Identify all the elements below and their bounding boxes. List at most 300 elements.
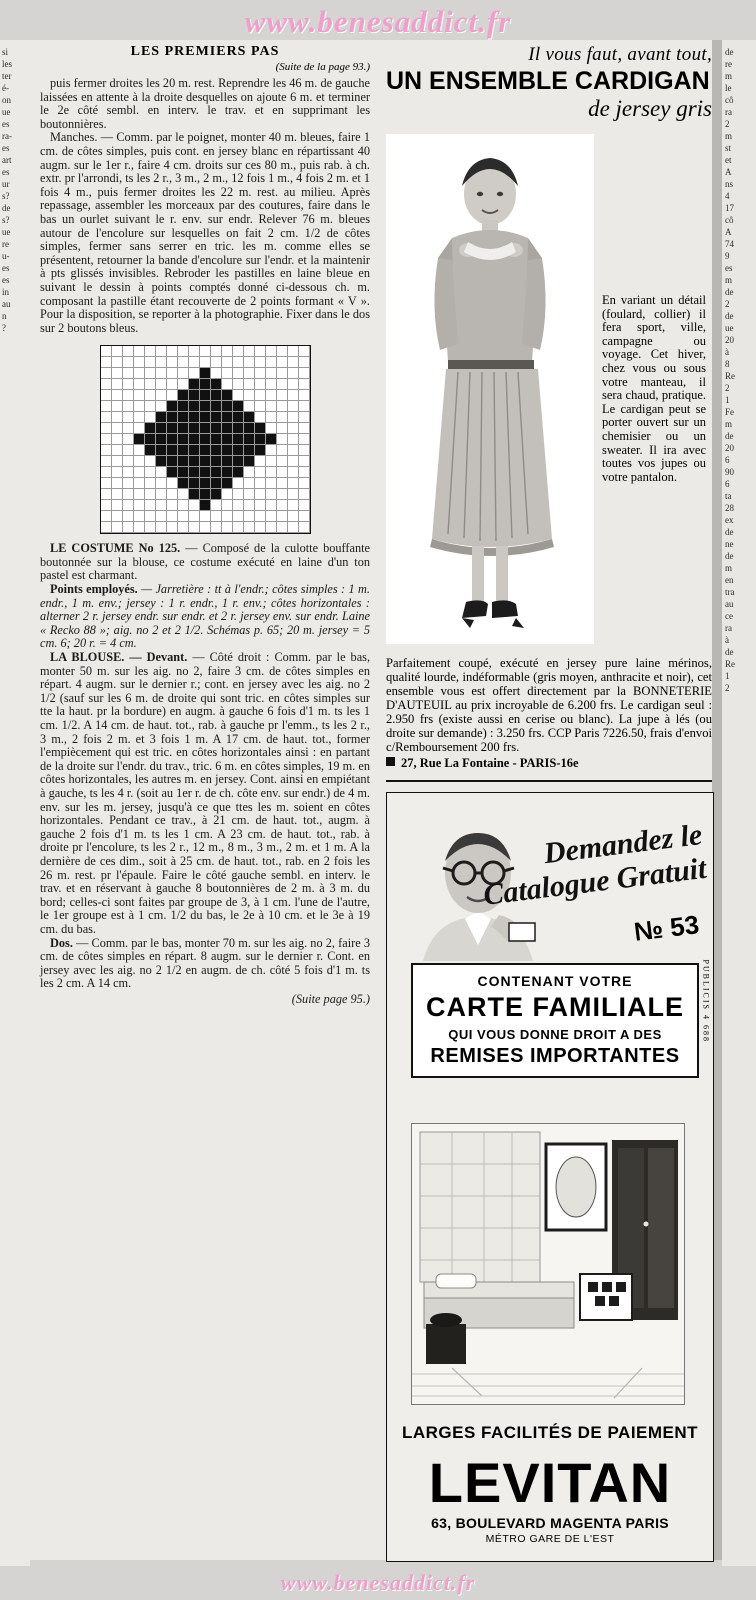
chart-cell xyxy=(134,478,145,489)
chart-cell xyxy=(277,467,288,478)
chart-cell xyxy=(123,522,134,533)
sliver-text-fragment: ex xyxy=(725,515,734,525)
chart-cell xyxy=(167,368,178,379)
sliver-text-fragment: si xyxy=(2,47,9,57)
sliver-text-fragment: é- xyxy=(2,83,9,93)
chart-cell xyxy=(112,445,123,456)
chart-cell xyxy=(189,467,200,478)
chart-cell xyxy=(266,445,277,456)
chart-cell xyxy=(244,489,255,500)
chart-cell xyxy=(211,478,222,489)
ad-levitan-facilities: LARGES FACILITÉS DE PAIEMENT xyxy=(401,1423,699,1442)
article-column xyxy=(40,44,370,1006)
chart-cell xyxy=(255,434,266,445)
chart-cell xyxy=(200,368,211,379)
chart-cell xyxy=(167,500,178,511)
sliver-text-fragment: 9 xyxy=(725,251,730,261)
chart-cell xyxy=(299,379,310,390)
chart-cell xyxy=(222,522,233,533)
chart-cell xyxy=(211,456,222,467)
sliver-text-fragment: re xyxy=(725,59,732,69)
chart-cell xyxy=(134,412,145,423)
chart-cell xyxy=(288,522,299,533)
chart-cell xyxy=(255,478,266,489)
chart-cell xyxy=(178,500,189,511)
sliver-text-fragment: m xyxy=(725,563,733,573)
panel-line-4: REMISES IMPORTANTES xyxy=(430,1045,680,1067)
chart-cell xyxy=(134,456,145,467)
chart-cell xyxy=(134,390,145,401)
chart-cell xyxy=(156,489,167,500)
chart-cell xyxy=(211,511,222,522)
chart-cell xyxy=(178,456,189,467)
chart-cell xyxy=(244,445,255,456)
sliver-text-fragment: en xyxy=(725,575,734,585)
chart-cell xyxy=(288,368,299,379)
points-text: — Jarretière : tt à l'endr.; côtes simples : 1 m. endr., 1 m. env.; jersey : 1 r. endr., 1 r. env.; côtes horizontales : alterner 2 r. jersey endr. sur endr. et 2 r. jersey env. sur endr. Laine « Recko 88 »; aig. no 2 et 2 1/2. Schémas p. 65; 20 m. jersey = 5 cm. 6; 20 r. = 4 cm. xyxy=(40,582,370,651)
sliver-text-fragment: ta xyxy=(725,491,732,501)
sliver-text-fragment: ? xyxy=(2,323,6,333)
sliver-text-fragment: ue xyxy=(725,323,734,333)
sliver-text-fragment: es xyxy=(2,119,10,129)
chart-cell xyxy=(101,390,112,401)
chart-cell xyxy=(200,522,211,533)
chart-cell xyxy=(134,511,145,522)
sliver-text-fragment: 17 xyxy=(725,203,734,213)
chart-cell xyxy=(167,445,178,456)
chart-cell xyxy=(266,390,277,401)
chart-cell xyxy=(233,357,244,368)
chart-cell xyxy=(288,390,299,401)
chart-cell xyxy=(200,511,211,522)
chart-cell xyxy=(145,346,156,357)
chart-cell xyxy=(244,346,255,357)
chart-cell xyxy=(189,379,200,390)
chart-cell xyxy=(288,445,299,456)
sliver-text-fragment: 6 xyxy=(725,455,730,465)
chart-cell xyxy=(101,467,112,478)
chart-cell xyxy=(134,500,145,511)
ad-cardigan-line3: de jersey gris xyxy=(588,96,712,121)
chart-cell xyxy=(112,423,123,434)
chart-cell xyxy=(156,412,167,423)
chart-cell xyxy=(200,467,211,478)
chart-cell xyxy=(167,489,178,500)
chart-cell xyxy=(156,511,167,522)
chart-cell xyxy=(288,456,299,467)
chart-cell xyxy=(200,412,211,423)
chart-cell xyxy=(101,522,112,533)
sliver-text-fragment: ce xyxy=(725,611,733,621)
chart-cell xyxy=(233,522,244,533)
chart-cell xyxy=(277,445,288,456)
sliver-text-fragment: 2 xyxy=(725,299,730,309)
chart-cell xyxy=(299,434,310,445)
ads-column xyxy=(386,44,712,1545)
chart-cell xyxy=(222,412,233,423)
chart-cell xyxy=(101,456,112,467)
chart-cell xyxy=(112,522,123,533)
chart-cell xyxy=(222,434,233,445)
sliver-text-fragment: de xyxy=(725,47,734,57)
chart-cell xyxy=(255,423,266,434)
left-sliver-column xyxy=(0,40,30,1566)
chart-cell xyxy=(222,445,233,456)
chart-cell xyxy=(123,511,134,522)
chart-cell xyxy=(101,489,112,500)
chart-cell xyxy=(189,500,200,511)
chart-cell xyxy=(145,478,156,489)
chart-cell xyxy=(244,467,255,478)
chart-cell xyxy=(277,401,288,412)
chart-cell xyxy=(167,434,178,445)
chart-cell xyxy=(211,390,222,401)
chart-cell xyxy=(101,368,112,379)
chart-cell xyxy=(156,368,167,379)
chart-cell xyxy=(101,478,112,489)
chart-cell xyxy=(233,434,244,445)
sliver-text-fragment: au xyxy=(2,299,11,309)
sliver-text-fragment: cô xyxy=(725,95,734,105)
chart-cell xyxy=(145,379,156,390)
chart-cell xyxy=(189,346,200,357)
ad-cardigan[interactable] xyxy=(386,44,712,782)
chart-cell xyxy=(123,379,134,390)
chart-cell xyxy=(200,478,211,489)
chart-cell xyxy=(299,467,310,478)
chart-cell xyxy=(178,511,189,522)
chart-cell xyxy=(211,412,222,423)
chart-cell xyxy=(167,522,178,533)
chart-cell xyxy=(167,423,178,434)
stitch-chart xyxy=(40,345,370,534)
chart-cell xyxy=(200,346,211,357)
chart-cell xyxy=(277,511,288,522)
chart-cell xyxy=(134,379,145,390)
chart-cell xyxy=(123,467,134,478)
sliver-text-fragment: de xyxy=(725,527,734,537)
chart-cell xyxy=(101,445,112,456)
chart-cell xyxy=(244,412,255,423)
chart-cell xyxy=(222,346,233,357)
chart-cell xyxy=(255,368,266,379)
right-sliver-column xyxy=(722,40,756,1566)
chart-cell xyxy=(156,357,167,368)
chart-cell xyxy=(288,412,299,423)
chart-cell xyxy=(255,467,266,478)
sliver-text-fragment: Fe xyxy=(725,407,734,417)
chart-cell xyxy=(233,401,244,412)
article-continuation-end: (Suite page 95.) xyxy=(291,991,370,1006)
sliver-text-fragment: Re xyxy=(725,659,735,669)
chart-cell xyxy=(156,379,167,390)
sliver-text-fragment: ter xyxy=(2,71,12,81)
sliver-text-fragment: les xyxy=(2,59,12,69)
chart-cell xyxy=(189,390,200,401)
chart-cell xyxy=(112,500,123,511)
sliver-text-fragment: 2 xyxy=(725,119,730,129)
ad-cardigan-copy: En variant un détail (foulard, collier) il fera sport, ville, campagne ou voyage. Cet hiver, chez vous ou sous votre manteau, il sera chaud, pratique. Le cardigan peut se porter ouvert sur un chemisier ou un sweater. Il ira avec toutes vos jupes ou votre pantalon. xyxy=(602,293,706,484)
chart-cell xyxy=(277,368,288,379)
chart-cell xyxy=(299,412,310,423)
chart-cell xyxy=(134,401,145,412)
sliver-text-fragment: cô xyxy=(725,215,734,225)
chart-cell xyxy=(299,368,310,379)
chart-cell xyxy=(233,423,244,434)
chart-cell xyxy=(134,467,145,478)
chart-cell xyxy=(277,379,288,390)
chart-cell xyxy=(299,478,310,489)
chart-cell xyxy=(211,434,222,445)
chart-cell xyxy=(145,390,156,401)
paragraph: Manches. — Comm. par le poignet, monter 40 m. bleues, faire 1 cm. de côtes simples, puis cont. en jersey blanc en répartissant 40 augm. sur le 1er r., faire 4 cm. droits sur ces 80 m., puis rab. à ch. extr. pr l'arrondi, ts les 2 r., 3 m., 2 m., 12 fois 1 m., 4 fois 2 m. et 1 fois 4 m., puis fermer droites les 22 m. rest. au milieu. Après repassage, assembler les morceaux par des coutures, faire dans le bas un ourlet suivant le r. env. sur endr. Relever 76 m. bleues autour de l'encolure sur lesquelles on fait 2 cm. 1/2 de côtes simples, fermer sans serrer en tric. les m. comme elles se présentent, retourner la bande d'encolure sur l'endr. et la maintenir à pts glissés invisibles. Rebroder les pastilles en laine bleue en suivant le dessin à points comptés donné ci-dessous ch. m. composant la pastille étant recouverte de 2 points formant « V ». Pour la disposition, se reporter à la photographie. Fixer dans le dos sur 2 boutons bleus. xyxy=(40,130,370,335)
article-body xyxy=(40,77,370,335)
chart-cell xyxy=(299,346,310,357)
chart-cell xyxy=(156,500,167,511)
chart-cell xyxy=(277,423,288,434)
sliver-text-fragment: Re xyxy=(725,371,735,381)
sliver-text-fragment: 90 xyxy=(725,467,734,477)
chart-cell xyxy=(200,434,211,445)
chart-cell xyxy=(299,456,310,467)
chart-cell xyxy=(255,346,266,357)
chart-cell xyxy=(277,434,288,445)
sliver-text-fragment: de xyxy=(725,431,734,441)
sliver-text-fragment: 2 xyxy=(725,383,730,393)
panel-line-2: CARTE FAMILIALE xyxy=(426,992,684,1022)
chart-cell xyxy=(200,500,211,511)
chart-cell xyxy=(200,445,211,456)
sliver-text-fragment: es xyxy=(2,263,10,273)
chart-cell xyxy=(167,390,178,401)
sliver-text-fragment: m xyxy=(725,131,733,141)
chart-cell xyxy=(134,357,145,368)
chart-cell xyxy=(123,489,134,500)
chart-cell xyxy=(189,357,200,368)
chart-cell xyxy=(233,456,244,467)
sliver-text-fragment: au xyxy=(725,599,734,609)
chart-cell xyxy=(167,478,178,489)
ad-levitan-script: Demandez le Catalogue Gratuit xyxy=(481,818,709,912)
chart-cell xyxy=(123,500,134,511)
sliver-text-fragment: m xyxy=(725,419,733,429)
chart-cell xyxy=(123,478,134,489)
chart-cell xyxy=(244,368,255,379)
chart-cell xyxy=(145,445,156,456)
chart-cell xyxy=(255,445,266,456)
chart-cell xyxy=(266,412,277,423)
sliver-text-fragment: u- xyxy=(2,251,10,261)
chart-cell xyxy=(233,412,244,423)
chart-cell xyxy=(134,445,145,456)
chart-cell xyxy=(145,467,156,478)
chart-cell xyxy=(277,500,288,511)
chart-cell xyxy=(156,522,167,533)
sliver-text-fragment: re xyxy=(2,239,9,249)
chart-cell xyxy=(178,379,189,390)
sliver-text-fragment: 1 xyxy=(725,395,730,405)
sliver-text-fragment: de xyxy=(725,551,734,561)
chart-cell xyxy=(211,489,222,500)
ad-levitan[interactable] xyxy=(386,792,714,1562)
chart-cell xyxy=(189,434,200,445)
chart-cell xyxy=(288,511,299,522)
chart-cell xyxy=(299,445,310,456)
chart-cell xyxy=(266,456,277,467)
chart-cell xyxy=(112,379,123,390)
chart-cell xyxy=(145,368,156,379)
sliver-text-fragment: ra xyxy=(725,623,732,633)
ad-levitan-brand: LEVITAN xyxy=(428,1451,672,1514)
chart-cell xyxy=(233,489,244,500)
chart-cell xyxy=(255,489,266,500)
sliver-text-fragment: 6 xyxy=(725,479,730,489)
sliver-text-fragment: ra xyxy=(725,107,732,117)
sliver-text-fragment: A xyxy=(725,227,732,237)
chart-cell xyxy=(178,467,189,478)
sliver-text-fragment: st xyxy=(725,143,732,153)
chart-cell xyxy=(299,500,310,511)
chart-cell xyxy=(156,467,167,478)
chart-cell xyxy=(134,489,145,500)
chart-cell xyxy=(277,489,288,500)
chart-cell xyxy=(112,357,123,368)
sliver-text-fragment: es xyxy=(2,143,10,153)
ad-levitan-room-illustration xyxy=(411,1123,685,1405)
points-heading: Points employés. xyxy=(50,582,138,597)
chart-cell xyxy=(167,346,178,357)
chart-cell xyxy=(211,368,222,379)
chart-cell xyxy=(288,500,299,511)
sliver-text-fragment: es xyxy=(2,167,10,177)
chart-cell xyxy=(156,390,167,401)
chart-cell xyxy=(123,357,134,368)
chart-cell xyxy=(178,434,189,445)
sliver-text-fragment: 28 xyxy=(725,503,734,513)
chart-cell xyxy=(222,489,233,500)
ad-cardigan-address-text: 27, Rue La Fontaine - PARIS-16e xyxy=(401,756,579,770)
sliver-text-fragment: de xyxy=(725,287,734,297)
watermark-top: www.benesaddict.fr xyxy=(244,4,512,39)
chart-cell xyxy=(277,390,288,401)
chart-cell xyxy=(211,522,222,533)
chart-cell xyxy=(266,500,277,511)
sliver-text-fragment: de xyxy=(725,311,734,321)
chart-cell xyxy=(101,401,112,412)
sliver-text-fragment: 4 xyxy=(725,191,730,201)
chart-cell xyxy=(200,379,211,390)
chart-cell xyxy=(299,423,310,434)
chart-cell xyxy=(255,456,266,467)
chart-cell xyxy=(266,522,277,533)
chart-cell xyxy=(178,412,189,423)
chart-cell xyxy=(266,478,277,489)
chart-cell xyxy=(255,511,266,522)
sliver-text-fragment: n xyxy=(2,311,7,321)
chart-cell xyxy=(277,357,288,368)
ad-cardigan-photo xyxy=(386,134,594,644)
sliver-text-fragment: m xyxy=(725,275,733,285)
chart-cell xyxy=(189,401,200,412)
chart-cell xyxy=(167,456,178,467)
chart-cell xyxy=(178,401,189,412)
chart-cell xyxy=(277,522,288,533)
chart-cell xyxy=(167,511,178,522)
chart-cell xyxy=(288,467,299,478)
chart-cell xyxy=(189,412,200,423)
sliver-text-fragment: 74 xyxy=(725,239,734,249)
chart-cell xyxy=(123,434,134,445)
chart-cell xyxy=(200,390,211,401)
chart-cell xyxy=(233,467,244,478)
blouse-heading: LA BLOUSE. xyxy=(50,650,125,665)
costume-intro: — Composé de la culotte bouffante boutonnée sur la blouse, ce costume exécuté en laine d'un ton pastel est charmant. xyxy=(40,541,370,583)
sliver-text-fragment: 1 xyxy=(725,671,730,681)
ad-cardigan-address xyxy=(386,756,712,771)
chart-cell xyxy=(233,445,244,456)
ad-levitan-metro: MÉTRO GARE DE L'EST xyxy=(485,1533,615,1545)
devant-text: — Côté droit : Comm. par le bas, monter 50 m. sur les aig. no 2, faire 3 cm. de côtes simples en répart. 4 augm. sur le dernier r.; cont. en jersey avec les aig. no 2 1/2 (sauf sur les 6 m. de droite qui sont tric. en côtes simples sur tte la haut. pr la bordure) en augm. à gauche 6 fois d'1 m. ts les 1 cm. 1/2. A 14 cm. de haut. tot., rab. à gauche pr l'emm., ts les 2 r., 3 m., 2 fois 2 m. et 3 fois 1 m. A 17 cm. de haut. tot., former l'empiècement qui est tric. en côtes horizontales ainsi : en partant de la droite sur l'endr. du trav., tric. 6 m. en côtes simples, 19 m. en côtes horizontales, les autres m. en jersey. Cont. ainsi en empiétant à gauche, ts les 4 r. (soit au 1er r. de ch. côte env. sur endr.) de 4 m. env. sur les m. jersey, jusqu'à ce que ttes les m. soient en côtes horizontales. Pendant ce trav., à 21 cm. de haut. tot., augm. à gauche 2 fois d'1 m. ts les 1 cm. A 23 cm. de haut. tot., rab. à droite pr l'encolure, ts les 2 r., 12 m., 8 m., 3 m., 2 m. et 1 m. A la dernière de ces dim., soit à 25 cm. de haut. tot., rab. en 2 fois les 26 m. rest. pr l'épaule. Faire le côté gauche sembl. en interv. le trav. et en réservant à gauche 8 boutonnières de 2 m. à 3 m. du bord; celles-ci sont faites par groupe de 3, à 1 cm. l'une de l'autre, le 1er groupe est à 1 cm. 1/2 du bas, le 2e à 10 cm. et le 3e à 19 cm. du bas. xyxy=(40,650,371,936)
chart-cell xyxy=(123,401,134,412)
chart-cell xyxy=(255,379,266,390)
chart-cell xyxy=(255,500,266,511)
chart-cell xyxy=(266,423,277,434)
sliver-text-fragment: m xyxy=(725,71,733,81)
chart-cell xyxy=(222,379,233,390)
chart-cell xyxy=(222,390,233,401)
chart-cell xyxy=(299,489,310,500)
chart-cell xyxy=(145,522,156,533)
chart-cell xyxy=(156,346,167,357)
chart-cell xyxy=(244,357,255,368)
dos-heading: Dos. xyxy=(50,935,73,950)
sliver-text-fragment: ra- xyxy=(2,131,12,141)
sliver-text-fragment: s? xyxy=(2,215,10,225)
chart-cell xyxy=(156,445,167,456)
watermark-bottom: www.benesaddict.fr xyxy=(280,1570,476,1595)
chart-cell xyxy=(101,500,112,511)
chart-cell xyxy=(167,379,178,390)
chart-cell xyxy=(288,357,299,368)
sliver-text-fragment: A xyxy=(725,167,732,177)
sliver-text-fragment: et xyxy=(725,155,732,165)
chart-cell xyxy=(211,423,222,434)
sliver-text-fragment: ur xyxy=(2,179,10,189)
chart-cell xyxy=(288,379,299,390)
chart-cell xyxy=(178,489,189,500)
chart-cell xyxy=(156,423,167,434)
ad-levitan-panel xyxy=(411,963,699,1078)
chart-cell xyxy=(277,412,288,423)
chart-cell xyxy=(112,478,123,489)
chart-cell xyxy=(277,478,288,489)
sliver-text-fragment: 20 xyxy=(725,443,734,453)
chart-cell xyxy=(101,412,112,423)
chart-cell xyxy=(288,478,299,489)
chart-cell xyxy=(178,346,189,357)
chart-cell xyxy=(123,346,134,357)
panel-line-1: CONTENANT VOTRE xyxy=(477,973,633,989)
chart-cell xyxy=(112,456,123,467)
chart-cell xyxy=(123,456,134,467)
chart-cell xyxy=(266,368,277,379)
chart-cell xyxy=(222,478,233,489)
chart-cell xyxy=(288,423,299,434)
chart-cell xyxy=(156,478,167,489)
chart-cell xyxy=(299,522,310,533)
chart-cell xyxy=(112,467,123,478)
chart-cell xyxy=(277,456,288,467)
